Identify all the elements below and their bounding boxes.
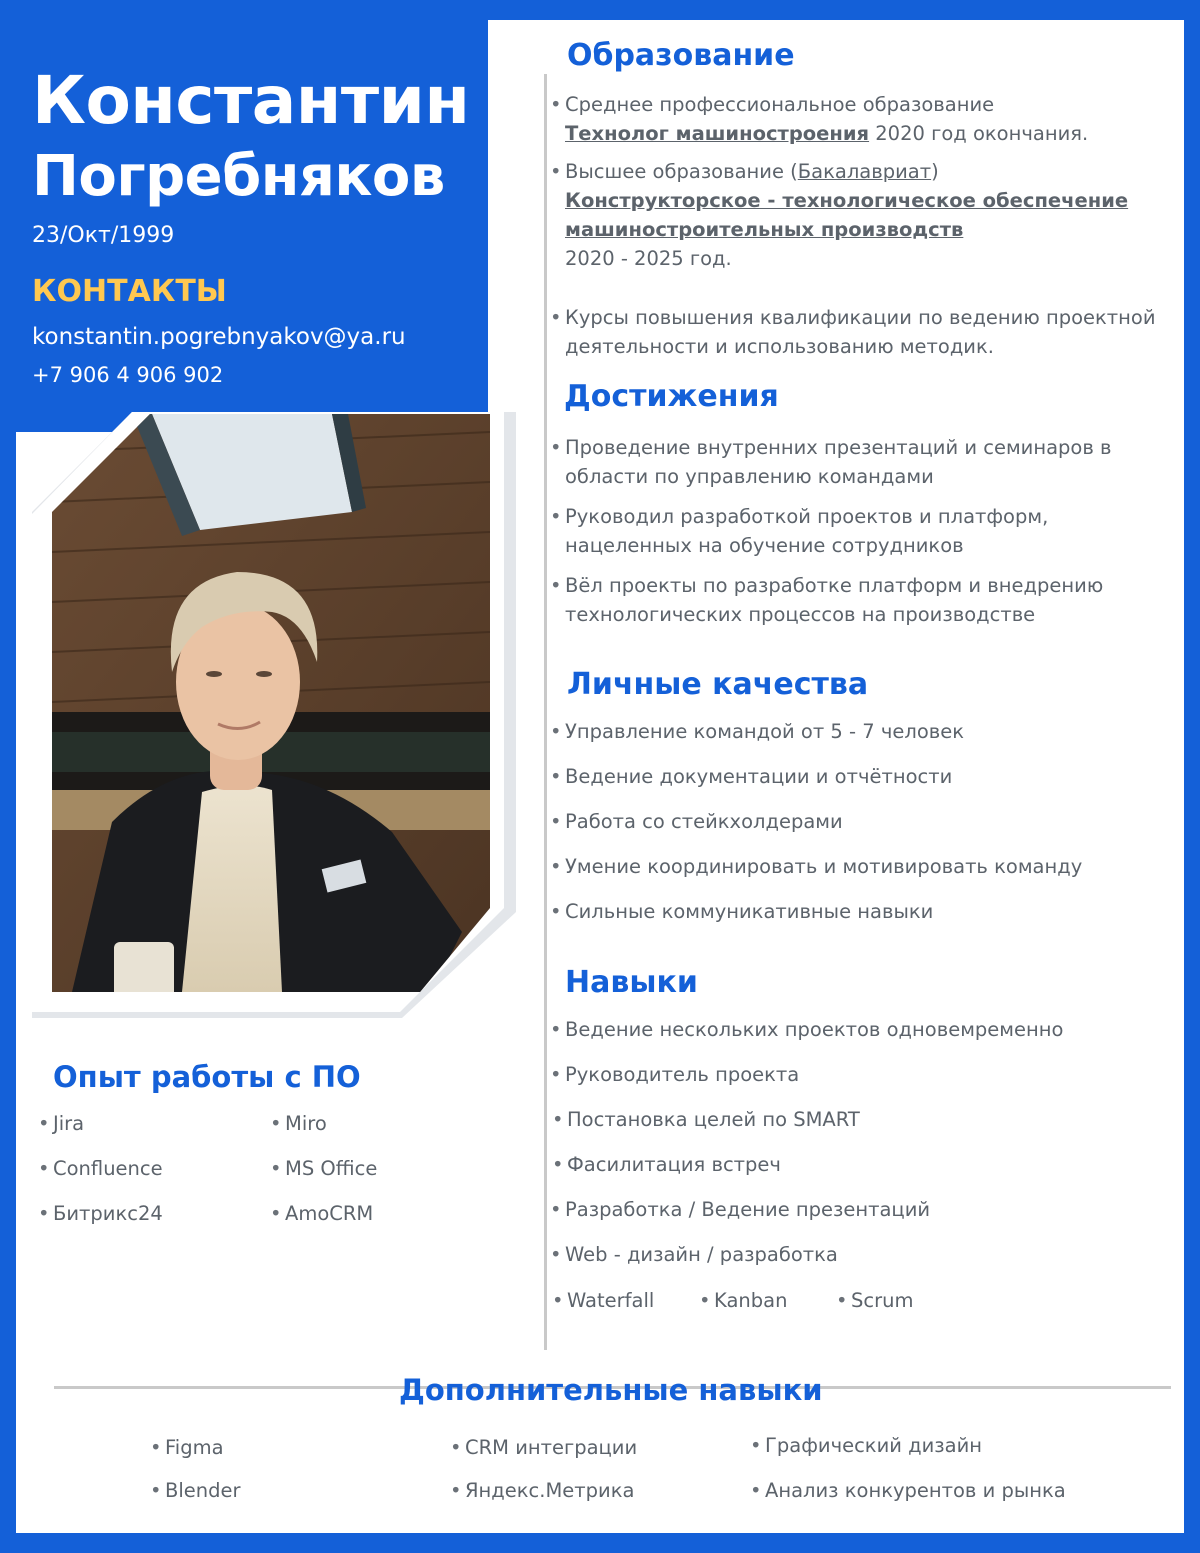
extra-skill-item [450, 1476, 635, 1505]
personal-item-text: Сильные коммуникативные навыки [565, 900, 934, 923]
bullet-icon: • [550, 1018, 562, 1041]
extra-skill-item [450, 1433, 638, 1462]
bullet-icon: • [38, 1157, 50, 1180]
bullet-icon: • [550, 505, 562, 528]
skill-item-text: Фасилитация встреч [567, 1153, 781, 1176]
extra-skill-item [750, 1431, 983, 1460]
skills-heading: Навыки [565, 965, 698, 1000]
bullet-icon: • [550, 855, 562, 878]
software-item-text: Битрикс24 [53, 1202, 163, 1225]
bullet-icon: • [550, 1198, 562, 1221]
resume-sheet [16, 20, 1184, 1533]
bullet-icon: • [550, 765, 562, 788]
education-level: Среднее профессиональное образование [565, 93, 995, 116]
education-specialty-cont: машиностроительных производств [565, 218, 964, 241]
skill-item [550, 1195, 931, 1224]
software-item-text: Confluence [53, 1157, 163, 1180]
bullet-icon: • [550, 574, 562, 597]
bullet-icon: • [550, 810, 562, 833]
extra-skill-item [150, 1433, 224, 1462]
personal-heading: Личные качества [567, 667, 869, 702]
method-item [836, 1286, 914, 1315]
bullet-icon: • [270, 1157, 282, 1180]
education-item [550, 90, 1089, 148]
bullet-icon: • [450, 1479, 462, 1502]
skill-item-text: Ведение нескольких проектов одновемременно [565, 1018, 1064, 1041]
education-detail [565, 119, 1088, 148]
bullet-icon: • [270, 1112, 282, 1135]
email-address: konstantin.pogrebnyakov@ya.ru [32, 324, 406, 350]
software-heading: Опыт работы с ПО [53, 1060, 361, 1094]
extra-skill-text: Яндекс.Метрика [465, 1479, 635, 1502]
extra-skill-text: Анализ конкурентов и рынка [765, 1479, 1066, 1502]
bullet-icon: • [550, 1243, 562, 1266]
education-specialty: Конструкторское - технологическое обеспечение [565, 189, 1129, 212]
software-item [38, 1109, 85, 1138]
skill-item-text: Web - дизайн / разработка [565, 1243, 838, 1266]
skill-item-text: Руководитель проекта [565, 1063, 800, 1086]
education-heading: Образование [567, 38, 795, 73]
software-item [270, 1154, 378, 1183]
software-item [38, 1154, 163, 1183]
personal-item [550, 852, 1083, 881]
bullet-icon: • [550, 436, 562, 459]
skill-item [550, 1060, 800, 1089]
bullet-icon: • [550, 306, 562, 329]
bullet-icon: • [836, 1289, 848, 1312]
bullet-icon: • [550, 720, 562, 743]
personal-item [550, 717, 965, 746]
skill-item [552, 1105, 860, 1134]
personal-item-text: Умение координировать и мотивировать команду [565, 855, 1083, 878]
method-item [552, 1286, 655, 1315]
education-level [565, 157, 1128, 186]
bullet-icon: • [150, 1479, 162, 1502]
bullet-icon: • [38, 1202, 50, 1225]
achievement-line: Вёл проекты по разработке платформ и внедрению [565, 574, 1104, 597]
method-item-text: Kanban [714, 1289, 788, 1312]
method-item [699, 1286, 788, 1315]
bullet-icon: • [552, 1108, 564, 1131]
software-item [270, 1109, 327, 1138]
achievement-line: Проведение внутренних презентаций и семинаров в [565, 436, 1112, 459]
bullet-icon: • [270, 1202, 282, 1225]
achievement-line: области по управлению командами [565, 465, 934, 488]
education-level-prefix: Высшее образование ( [565, 160, 798, 183]
bullet-icon: • [550, 900, 562, 923]
personal-item [550, 762, 953, 791]
achievement-item [550, 571, 1104, 629]
skill-item [550, 1015, 1064, 1044]
achievements-heading: Достижения [564, 379, 779, 414]
first-name: Константин [32, 62, 470, 139]
achievement-line: нацеленных на обучение сотрудников [565, 534, 964, 557]
software-item-text: MS Office [285, 1157, 378, 1180]
contacts-heading: КОНТАКТЫ [32, 274, 227, 309]
skill-item [550, 1240, 838, 1269]
bullet-icon: • [699, 1289, 711, 1312]
education-years: 2020 - 2025 год. [565, 247, 732, 270]
last-name: Погребняков [32, 144, 445, 209]
bullet-icon: • [150, 1436, 162, 1459]
birth-date: 23/Окт/1999 [32, 223, 175, 248]
achievement-line: технологических процессов на производстве [565, 603, 1036, 626]
extra-skills-heading: Дополнительные навыки [399, 1373, 823, 1407]
degree-label: Бакалавриат [797, 160, 932, 183]
personal-item [550, 897, 934, 926]
skill-item-text: Постановка целей по SMART [567, 1108, 860, 1131]
software-item-text: Miro [285, 1112, 327, 1135]
extra-skill-text: Blender [165, 1479, 241, 1502]
extra-skill-text: CRM интеграции [465, 1436, 638, 1459]
skill-item-text: Разработка / Ведение презентаций [565, 1198, 931, 1221]
method-item-text: Scrum [851, 1289, 914, 1312]
phone-number: +7 906 4 906 902 [32, 363, 224, 387]
extra-skill-item [750, 1476, 1066, 1505]
bullet-icon: • [750, 1434, 762, 1457]
software-item [270, 1199, 374, 1228]
education-level-suffix: ) [931, 160, 939, 183]
course-line: Курсы повышения квалификации по ведению проектной [565, 306, 1156, 329]
bullet-icon: • [450, 1436, 462, 1459]
bullet-icon: • [38, 1112, 50, 1135]
personal-item [550, 807, 843, 836]
course-line: деятельности и использованию методик. [565, 335, 994, 358]
header-panel [16, 20, 488, 432]
profile-photo [32, 412, 516, 1018]
extra-skill-text: Графический дизайн [765, 1434, 983, 1457]
skill-item [552, 1150, 781, 1179]
bullet-icon: • [552, 1289, 564, 1312]
achievement-item [550, 502, 1049, 560]
education-item [550, 303, 1156, 361]
bullet-icon: • [552, 1153, 564, 1176]
extra-skill-item [150, 1476, 241, 1505]
personal-item-text: Управление командой от 5 - 7 человек [565, 720, 965, 743]
column-divider [544, 74, 547, 1350]
personal-item-text: Работа со стейкхолдерами [565, 810, 843, 833]
personal-item-text: Ведение документации и отчётности [565, 765, 953, 788]
bullet-icon: • [750, 1479, 762, 1502]
software-item-text: AmoCRM [285, 1202, 374, 1225]
software-item [38, 1199, 163, 1228]
education-specialty: Технолог машиностроения [565, 122, 870, 145]
bullet-icon: • [550, 93, 562, 116]
bullet-icon: • [550, 1063, 562, 1086]
achievement-line: Руководил разработкой проектов и платформ, [565, 505, 1049, 528]
method-item-text: Waterfall [567, 1289, 655, 1312]
achievement-item [550, 433, 1112, 491]
extra-skill-text: Figma [165, 1436, 224, 1459]
bullet-icon: • [550, 160, 562, 183]
education-item [550, 157, 1129, 273]
education-year: 2020 год окончания. [869, 122, 1089, 145]
software-item-text: Jira [53, 1112, 85, 1135]
